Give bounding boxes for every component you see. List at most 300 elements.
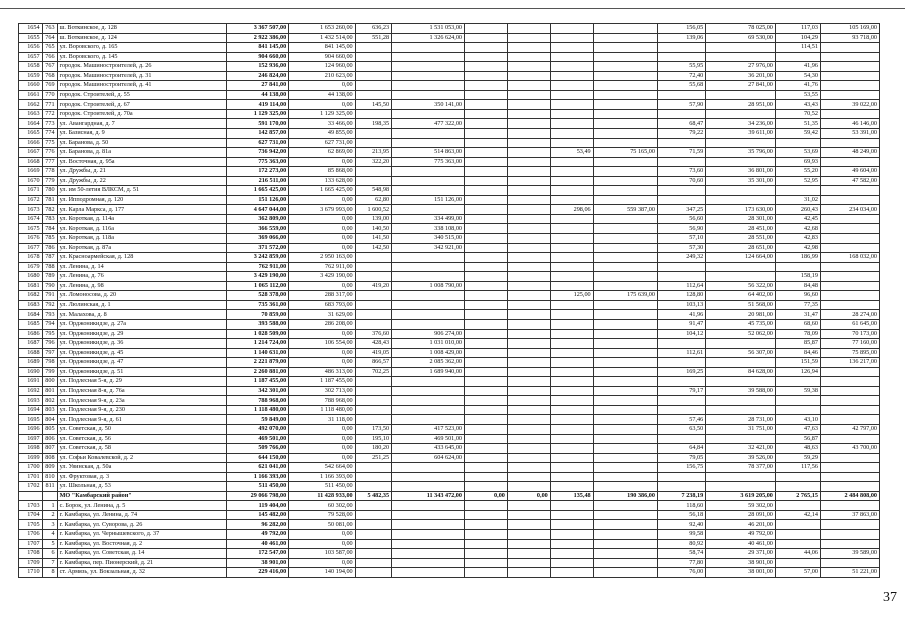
cell-cost-b	[392, 549, 465, 559]
cell-area-d	[550, 568, 593, 578]
cell-area-d	[550, 90, 593, 100]
cell-item-no: 8	[42, 568, 57, 578]
cell-cost-c2	[507, 463, 550, 473]
cell-address: городок. Строителей, д. 70а	[57, 109, 226, 119]
cell-cost-d	[593, 501, 657, 511]
cell-address: г. Камбарка, ул. Восточная, д. 2	[57, 539, 226, 549]
cell-area-b: 139,00	[355, 214, 391, 224]
cell-area-d	[550, 157, 593, 167]
cell-cost-b	[392, 43, 465, 53]
table-row	[19, 90, 880, 100]
cell-item-no: 786	[42, 243, 57, 253]
cell-item-no: 773	[42, 119, 57, 129]
cell-total-cost: 528 378,00	[226, 291, 288, 301]
cell-address: ул. Подлесная 9-я, д. 230	[57, 405, 226, 415]
cell-row-no: 1703	[19, 501, 43, 511]
cell-item-no: 770	[42, 90, 57, 100]
cell-cost-f: 28 274,00	[820, 310, 879, 320]
cell-area-e: 41,96	[657, 310, 705, 320]
cell-area-e: 104,12	[657, 329, 705, 339]
cell-cost-c2	[507, 186, 550, 196]
cell-total-cost: 1 665 425,00	[226, 186, 288, 196]
cell-item-no: 794	[42, 319, 57, 329]
cell-total-cost: 621 041,00	[226, 463, 288, 473]
cell-area-d	[550, 358, 593, 368]
cell-cost-c1	[465, 81, 508, 91]
cell-total-cost: 1 140 631,00	[226, 348, 288, 358]
cell-cost-f	[820, 272, 879, 282]
cell-area-e	[657, 262, 705, 272]
cell-total-cost: 229 416,00	[226, 568, 288, 578]
cell-area-f	[775, 539, 820, 549]
cell-item-no: 807	[42, 444, 57, 454]
cell-cost-d	[593, 43, 657, 53]
cell-cost-e	[706, 43, 776, 53]
table-row	[19, 396, 880, 406]
cell-area-e	[657, 90, 705, 100]
cell-area-e	[657, 186, 705, 196]
cell-cost-e	[706, 358, 776, 368]
cell-cost-c1	[465, 339, 508, 349]
cell-area-b: 5 482,35	[355, 491, 391, 501]
cell-cost-d	[593, 472, 657, 482]
cell-cost-d	[593, 405, 657, 415]
cell-total-cost: 1 118 480,00	[226, 405, 288, 415]
cell-area-e: 79,22	[657, 129, 705, 139]
cell-total-cost: 1 187 455,00	[226, 377, 288, 387]
cell-cost-b: 775 363,00	[392, 157, 465, 167]
cell-row-no: 1655	[19, 33, 43, 43]
cell-row-no: 1709	[19, 558, 43, 568]
cell-total-cost: 44 138,00	[226, 90, 288, 100]
cell-cost-c1	[465, 310, 508, 320]
table-row	[19, 109, 880, 119]
cell-cost-c2	[507, 272, 550, 282]
cell-area-f	[775, 186, 820, 196]
cell-area-b	[355, 539, 391, 549]
cell-cost-e	[706, 195, 776, 205]
cell-area-e: 57,46	[657, 415, 705, 425]
cell-area-e	[657, 43, 705, 53]
cell-cost-a: 2 950 163,00	[289, 253, 355, 263]
cell-cost-a: 85 868,00	[289, 167, 355, 177]
cell-cost-a: 0,00	[289, 234, 355, 244]
cell-cost-b	[392, 415, 465, 425]
cell-cost-f	[820, 453, 879, 463]
cell-total-cost: 591 170,00	[226, 119, 288, 129]
cell-cost-d	[593, 167, 657, 177]
cell-cost-e: 84 628,00	[706, 367, 776, 377]
cell-row-no: 1688	[19, 348, 43, 358]
cell-cost-f	[820, 501, 879, 511]
cell-cost-d	[593, 453, 657, 463]
cell-cost-c2	[507, 472, 550, 482]
cell-address: ш. Воткинское, д. 128	[57, 24, 226, 34]
cell-cost-a: 3 429 190,00	[289, 272, 355, 282]
cell-address: ул. Ленина, д. 98	[57, 281, 226, 291]
cell-area-f: 31,02	[775, 195, 820, 205]
cell-cost-d	[593, 195, 657, 205]
cell-cost-a: 60 302,00	[289, 501, 355, 511]
cell-area-e	[657, 358, 705, 368]
cell-item-no: 778	[42, 167, 57, 177]
table-row	[19, 253, 880, 263]
cell-total-cost: 762 911,00	[226, 262, 288, 272]
cell-area-f: 42,98	[775, 243, 820, 253]
cell-row-no: 1679	[19, 262, 43, 272]
cell-row-no: 1685	[19, 319, 43, 329]
cell-cost-f: 46 146,00	[820, 119, 879, 129]
cell-item-no: 6	[42, 549, 57, 559]
cell-row-no: 1677	[19, 243, 43, 253]
cell-area-d	[550, 129, 593, 139]
cell-cost-b: 350 141,00	[392, 100, 465, 110]
cell-total-cost: 775 363,00	[226, 157, 288, 167]
cell-cost-c2	[507, 300, 550, 310]
cell-cost-f: 42 797,00	[820, 424, 879, 434]
cell-address: ул. Люлинская, д. 1	[57, 300, 226, 310]
cell-cost-f	[820, 62, 879, 72]
cell-cost-b: 469 501,00	[392, 434, 465, 444]
cell-item-no: 783	[42, 214, 57, 224]
cell-cost-e: 59 302,00	[706, 501, 776, 511]
cell-total-cost: 1 028 509,00	[226, 329, 288, 339]
cell-row-no: 1690	[19, 367, 43, 377]
cell-area-e: 118,60	[657, 501, 705, 511]
cell-area-f: 2 765,15	[775, 491, 820, 501]
cell-cost-d	[593, 157, 657, 167]
cell-item-no: 806	[42, 434, 57, 444]
cell-cost-d	[593, 52, 657, 62]
cell-cost-c2	[507, 329, 550, 339]
cell-row-no: 1660	[19, 81, 43, 91]
cell-cost-f	[820, 415, 879, 425]
cell-total-cost: 2 260 881,00	[226, 367, 288, 377]
cell-cost-e: 28 731,00	[706, 415, 776, 425]
cell-address: ул. Воровского, д. 145	[57, 52, 226, 62]
cell-row-no: 1673	[19, 205, 43, 215]
cell-area-e: 249,32	[657, 253, 705, 263]
cell-cost-a: 486 313,00	[289, 367, 355, 377]
cell-area-f	[775, 396, 820, 406]
cell-item-no: 797	[42, 348, 57, 358]
cell-cost-e	[706, 339, 776, 349]
cell-area-d: 125,00	[550, 291, 593, 301]
cell-area-e: 80,92	[657, 539, 705, 549]
cell-area-b	[355, 62, 391, 72]
cell-area-b: 419,05	[355, 348, 391, 358]
cell-area-d	[550, 138, 593, 148]
cell-cost-c2	[507, 424, 550, 434]
cell-row-no: 1704	[19, 510, 43, 520]
cell-cost-c1	[465, 415, 508, 425]
cell-area-d	[550, 510, 593, 520]
cell-cost-a: 50 081,00	[289, 520, 355, 530]
cell-cost-e: 35 796,00	[706, 148, 776, 158]
cell-address: ул. Подлесная 9-я, д. 23а	[57, 396, 226, 406]
cell-area-b	[355, 482, 391, 492]
cell-cost-e	[706, 186, 776, 196]
cell-area-d	[550, 281, 593, 291]
cell-area-b	[355, 129, 391, 139]
cell-total-cost: 735 361,00	[226, 300, 288, 310]
cell-item-no: 811	[42, 482, 57, 492]
cell-total-cost: 59 849,00	[226, 415, 288, 425]
cell-cost-c1	[465, 214, 508, 224]
cell-row-no: 1692	[19, 386, 43, 396]
cell-cost-f	[820, 262, 879, 272]
cell-cost-f	[820, 109, 879, 119]
cell-cost-a: 0,00	[289, 100, 355, 110]
cell-cost-d	[593, 71, 657, 81]
cell-area-d	[550, 109, 593, 119]
cell-cost-c1	[465, 529, 508, 539]
cell-item-no: 1	[42, 501, 57, 511]
cell-area-f: 59,42	[775, 129, 820, 139]
cell-cost-c1	[465, 319, 508, 329]
cell-cost-a: 0,00	[289, 358, 355, 368]
cell-item-no: 791	[42, 291, 57, 301]
cell-cost-f: 168 032,00	[820, 253, 879, 263]
cell-cost-c2	[507, 358, 550, 368]
cell-cost-b	[392, 396, 465, 406]
cell-cost-c1	[465, 291, 508, 301]
top-edge-strip	[0, 0, 905, 9]
cell-cost-a: 62 869,00	[289, 148, 355, 158]
cell-cost-a: 841 145,00	[289, 43, 355, 53]
cell-total-cost: 119 404,00	[226, 501, 288, 511]
cell-row-no: 1696	[19, 424, 43, 434]
cell-area-b	[355, 396, 391, 406]
cell-cost-e: 36 201,00	[706, 71, 776, 81]
cell-area-b: 213,95	[355, 148, 391, 158]
cell-cost-e: 124 664,00	[706, 253, 776, 263]
cell-area-e	[657, 405, 705, 415]
cell-cost-f	[820, 81, 879, 91]
cell-cost-c1	[465, 396, 508, 406]
cell-area-f: 84,48	[775, 281, 820, 291]
cell-cost-c2	[507, 253, 550, 263]
cell-cost-c2	[507, 396, 550, 406]
cell-address: ул. Базисная, д. 9	[57, 129, 226, 139]
cell-cost-c2	[507, 24, 550, 34]
table-row	[19, 224, 880, 234]
cell-cost-a: 1 653 260,00	[289, 24, 355, 34]
cell-cost-a: 1 129 325,00	[289, 109, 355, 119]
cell-total-cost: 96 282,00	[226, 520, 288, 530]
cell-item-no: 777	[42, 157, 57, 167]
cell-cost-c2	[507, 281, 550, 291]
cell-area-f: 48,63	[775, 444, 820, 454]
cell-area-d	[550, 234, 593, 244]
cell-area-f: 96,60	[775, 291, 820, 301]
cell-cost-f	[820, 291, 879, 301]
cell-cost-c1: 0,00	[465, 491, 508, 501]
cell-area-d	[550, 167, 593, 177]
cell-item-no: 779	[42, 176, 57, 186]
cell-cost-a: 286 208,00	[289, 319, 355, 329]
cell-area-d	[550, 243, 593, 253]
cell-cost-f	[820, 529, 879, 539]
cell-area-d	[550, 24, 593, 34]
cell-total-cost: 49 792,00	[226, 529, 288, 539]
cell-area-b	[355, 109, 391, 119]
cell-cost-c2	[507, 558, 550, 568]
cell-address: ул. Малахова, д. 8	[57, 310, 226, 320]
cell-total-cost: 172 273,00	[226, 167, 288, 177]
cell-area-f: 56,87	[775, 434, 820, 444]
cell-cost-b	[392, 300, 465, 310]
cell-area-d	[550, 119, 593, 129]
table-row	[19, 195, 880, 205]
cell-cost-a: 0,00	[289, 558, 355, 568]
cell-area-b: 141,50	[355, 234, 391, 244]
cell-cost-d	[593, 415, 657, 425]
cell-item-no: 765	[42, 43, 57, 53]
cell-cost-d	[593, 386, 657, 396]
table-row	[19, 405, 880, 415]
table-row	[19, 339, 880, 349]
cell-total-cost: 3 367 507,00	[226, 24, 288, 34]
cell-cost-f: 234 034,00	[820, 205, 879, 215]
cell-cost-c2	[507, 148, 550, 158]
cell-cost-c2	[507, 405, 550, 415]
cell-cost-d: 559 387,00	[593, 205, 657, 215]
cell-address: городок. Строителей, д. 67	[57, 100, 226, 110]
cell-cost-b: 1 689 940,00	[392, 367, 465, 377]
cell-cost-f: 105 169,00	[820, 24, 879, 34]
cell-cost-c1	[465, 71, 508, 81]
cell-cost-c2	[507, 167, 550, 177]
cell-address: ул. Школьная, д. 53	[57, 482, 226, 492]
cell-area-f	[775, 472, 820, 482]
cell-area-f: 43,10	[775, 415, 820, 425]
cell-cost-a: 1 166 393,00	[289, 472, 355, 482]
cell-cost-b	[392, 90, 465, 100]
cell-cost-b: 514 863,00	[392, 148, 465, 158]
cell-area-b	[355, 81, 391, 91]
cell-area-e: 169,25	[657, 367, 705, 377]
cell-area-f: 59,38	[775, 386, 820, 396]
cell-area-f: 53,69	[775, 148, 820, 158]
cell-cost-d	[593, 253, 657, 263]
cell-cost-b	[392, 205, 465, 215]
cell-cost-a: 627 731,00	[289, 138, 355, 148]
cell-cost-a: 11 428 933,00	[289, 491, 355, 501]
cell-cost-b	[392, 310, 465, 320]
cell-cost-a: 33 466,00	[289, 119, 355, 129]
cell-total-cost: 1 065 112,00	[226, 281, 288, 291]
cell-area-f: 41,76	[775, 81, 820, 91]
cell-cost-c2	[507, 243, 550, 253]
cell-area-e: 79,05	[657, 453, 705, 463]
cell-area-f: 151,59	[775, 358, 820, 368]
cell-area-e: 57,10	[657, 234, 705, 244]
cell-cost-c2	[507, 539, 550, 549]
cell-area-b	[355, 138, 391, 148]
table-row	[19, 415, 880, 425]
cell-area-f: 53,55	[775, 90, 820, 100]
cell-cost-b	[392, 539, 465, 549]
cell-cost-d	[593, 377, 657, 387]
cell-area-e	[657, 377, 705, 387]
cell-item-no: 772	[42, 109, 57, 119]
cell-cost-b: 342 921,00	[392, 243, 465, 253]
cell-area-b	[355, 529, 391, 539]
cell-item-no: 5	[42, 539, 57, 549]
cell-area-f	[775, 520, 820, 530]
cell-cost-d	[593, 129, 657, 139]
cell-item-no: 810	[42, 472, 57, 482]
cell-cost-a: 0,00	[289, 529, 355, 539]
cell-cost-c1	[465, 348, 508, 358]
cell-area-b: 1 600,52	[355, 205, 391, 215]
cell-area-d: 53,49	[550, 148, 593, 158]
cell-cost-f	[820, 386, 879, 396]
cell-address: ул. Короткая, д. 118а	[57, 234, 226, 244]
table-row	[19, 186, 880, 196]
cell-cost-f	[820, 472, 879, 482]
cell-cost-a: 302 713,00	[289, 386, 355, 396]
cell-item-no: 781	[42, 195, 57, 205]
cell-area-d	[550, 319, 593, 329]
cell-cost-e: 34 236,00	[706, 119, 776, 129]
cell-cost-a: 1 187 455,00	[289, 377, 355, 387]
cell-cost-d	[593, 119, 657, 129]
cell-area-f: 260,43	[775, 205, 820, 215]
cell-area-d	[550, 176, 593, 186]
cell-row-no: 1656	[19, 43, 43, 53]
cell-cost-d	[593, 539, 657, 549]
cell-cost-f: 39 589,00	[820, 549, 879, 559]
cell-cost-b: 340 515,00	[392, 234, 465, 244]
cell-area-e	[657, 52, 705, 62]
cell-cost-c1	[465, 453, 508, 463]
cell-cost-c2	[507, 262, 550, 272]
cell-cost-a: 44 138,00	[289, 90, 355, 100]
cell-area-d	[550, 424, 593, 434]
cell-cost-f	[820, 52, 879, 62]
cell-area-b	[355, 472, 391, 482]
cell-cost-e	[706, 52, 776, 62]
cell-area-d	[550, 501, 593, 511]
cell-address: ул. Подлесная 9-я, д. 61	[57, 415, 226, 425]
cell-cost-f: 49 604,00	[820, 167, 879, 177]
cell-area-f	[775, 262, 820, 272]
cell-cost-a: 31 629,00	[289, 310, 355, 320]
cell-area-b	[355, 90, 391, 100]
cell-total-cost: 371 572,00	[226, 243, 288, 253]
cell-cost-b	[392, 272, 465, 282]
cell-area-e: 76,00	[657, 568, 705, 578]
cell-total-cost: 2 922 386,00	[226, 33, 288, 43]
cell-address: городок. Строителей, д. 55	[57, 90, 226, 100]
cell-address: ул. Восточная, д. 95а	[57, 157, 226, 167]
cell-item-no: 804	[42, 415, 57, 425]
cell-cost-f: 37 863,00	[820, 510, 879, 520]
cell-address: ул. Орджоникидзе, д. 36	[57, 339, 226, 349]
cell-address: ул. Орджоникидзе, д. 27а	[57, 319, 226, 329]
cell-cost-c1	[465, 329, 508, 339]
cell-area-d	[550, 300, 593, 310]
cell-cost-c2	[507, 195, 550, 205]
cell-cost-d	[593, 90, 657, 100]
cell-cost-a: 904 660,00	[289, 52, 355, 62]
cell-row-no: 1662	[19, 100, 43, 110]
cell-area-b	[355, 415, 391, 425]
cell-cost-f	[820, 482, 879, 492]
cell-cost-a: 0,00	[289, 195, 355, 205]
